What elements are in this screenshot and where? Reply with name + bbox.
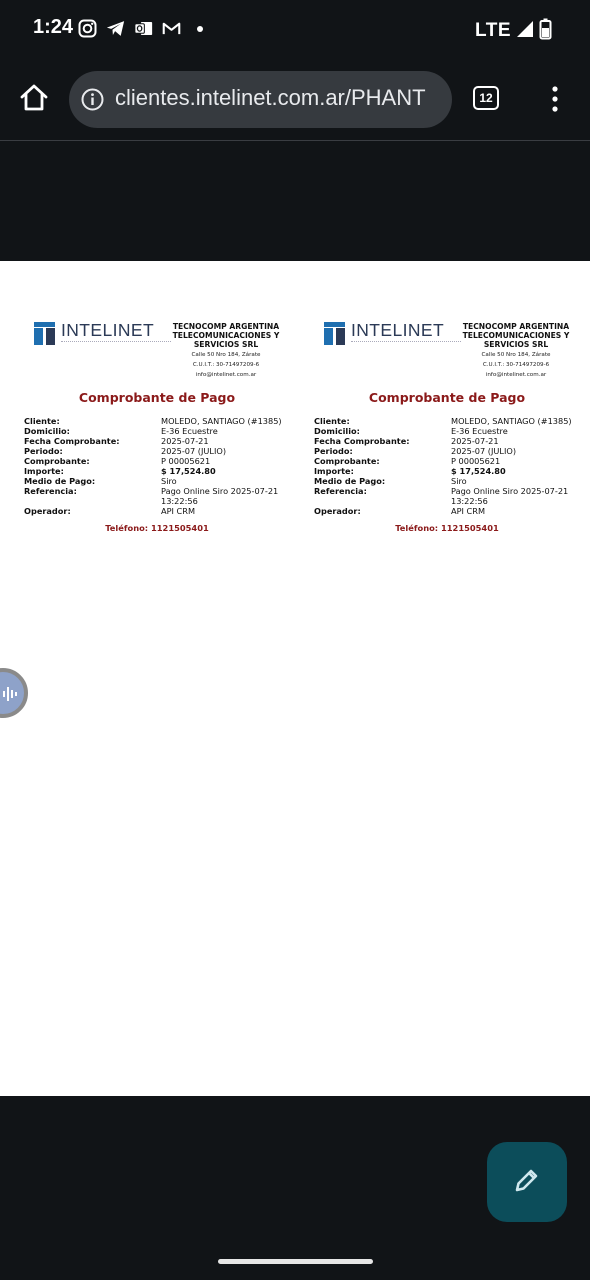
company-address: Calle 50 Nro 184, Zárate — [191, 352, 261, 358]
more-options-icon[interactable] — [548, 85, 562, 113]
field-label: Periodo: — [314, 446, 353, 456]
field-label: Comprobante: — [314, 456, 380, 466]
field-value: MOLEDO, SANTIAGO (#1385) — [161, 416, 282, 426]
receipt-title: Comprobante de Pago — [78, 390, 236, 405]
url-text[interactable]: clientes.intelinet.com.ar/PHANT — [115, 85, 426, 110]
field-value: Pago Online Siro 2025-07-21 — [161, 486, 279, 496]
edit-fab-button[interactable] — [487, 1142, 567, 1222]
status-right — [475, 18, 552, 44]
logo-text: INTELINET — [61, 320, 155, 340]
field-label: Operador: — [314, 506, 361, 516]
field-label: Medio de Pago: — [24, 476, 96, 486]
field-value: P 00005621 — [451, 456, 501, 466]
field-label: Domicilio: — [314, 426, 360, 436]
outlook-icon — [134, 19, 153, 38]
field-value: $ 17,524.80 — [161, 466, 216, 476]
voice-assistant-bubble[interactable] — [0, 668, 28, 718]
field-label: Importe: — [314, 466, 354, 476]
field-value: 2025-07-21 — [451, 436, 499, 446]
field-value: 2025-07 (JULIO) — [161, 446, 227, 456]
receipt-copy-right — [314, 261, 590, 561]
receipt-copy-left — [24, 261, 304, 561]
page-content — [0, 261, 590, 1096]
url-bar[interactable] — [69, 71, 452, 128]
intelinet-logo-icon — [324, 322, 345, 345]
network-type: LTE — [475, 20, 511, 41]
field-label: Referencia: — [24, 486, 77, 496]
field-label: Operador: — [24, 506, 71, 516]
company-name: TECNOCOMP ARGENTINA TELECOMUNICACIONES Y SERVICIOS SRL — [462, 322, 570, 349]
field-label: Fecha Comprobante: — [24, 436, 120, 446]
field-value: P 00005621 — [161, 456, 211, 466]
signal-icon — [515, 19, 535, 43]
company-name: TECNOCOMP ARGENTINA TELECOMUNICACIONES Y SERVICIOS SRL — [172, 322, 280, 349]
field-label: Medio de Pago: — [314, 476, 386, 486]
pencil-icon — [512, 1165, 542, 1199]
field-label: Cliente: — [24, 416, 60, 426]
field-value: MOLEDO, SANTIAGO (#1385) — [451, 416, 572, 426]
field-value: 13:22:56 — [161, 496, 198, 506]
logo-tagline — [351, 341, 461, 344]
battery-icon — [539, 18, 552, 44]
telegram-icon — [106, 19, 125, 38]
company-cuit: C.U.I.T.: 30-71497209-6 — [192, 362, 260, 368]
field-label: Domicilio: — [24, 426, 70, 436]
company-cuit: C.U.I.T.: 30-71497209-6 — [482, 362, 550, 368]
field-label: Importe: — [24, 466, 64, 476]
logo-text: INTELINET — [351, 320, 445, 340]
field-value: E-36 Ecuestre — [451, 426, 508, 436]
field-value: Siro — [161, 476, 177, 486]
field-label: Comprobante: — [24, 456, 90, 466]
audio-wave-icon — [2, 685, 20, 707]
browser-toolbar — [0, 60, 590, 140]
info-icon[interactable] — [81, 88, 104, 111]
dot-icon — [190, 19, 209, 38]
company-address: Calle 50 Nro 184, Zárate — [481, 352, 551, 358]
field-label: Periodo: — [24, 446, 63, 456]
company-email: info@intelinet.com.ar — [485, 372, 547, 378]
phone-number: Teléfono: 1121505401 — [395, 523, 499, 533]
status-time: 1:24 — [33, 16, 74, 38]
field-value: $ 17,524.80 — [451, 466, 506, 476]
home-icon[interactable] — [18, 82, 50, 114]
field-value: 2025-07-21 — [161, 436, 209, 446]
phone-number: Teléfono: 1121505401 — [105, 523, 209, 533]
field-label: Referencia: — [314, 486, 367, 496]
logo-tagline — [61, 341, 171, 344]
intelinet-logo-icon — [34, 322, 55, 345]
field-label: Cliente: — [314, 416, 350, 426]
field-value: API CRM — [161, 506, 196, 516]
gesture-home-bar[interactable] — [218, 1259, 373, 1264]
notification-icons — [78, 19, 209, 38]
field-value: API CRM — [451, 506, 486, 516]
instagram-icon — [78, 19, 97, 38]
field-value: Siro — [451, 476, 467, 486]
receipt-title: Comprobante de Pago — [368, 390, 526, 405]
field-value: 13:22:56 — [451, 496, 488, 506]
company-email: info@intelinet.com.ar — [195, 372, 257, 378]
status-bar — [0, 0, 590, 60]
field-value: 2025-07 (JULIO) — [451, 446, 517, 456]
field-label: Fecha Comprobante: — [314, 436, 410, 446]
toolbar-divider — [0, 140, 590, 141]
gmail-icon — [162, 19, 181, 38]
field-value: E-36 Ecuestre — [161, 426, 218, 436]
tab-switcher-button[interactable]: 12 — [473, 86, 499, 110]
field-value: Pago Online Siro 2025-07-21 — [451, 486, 569, 496]
